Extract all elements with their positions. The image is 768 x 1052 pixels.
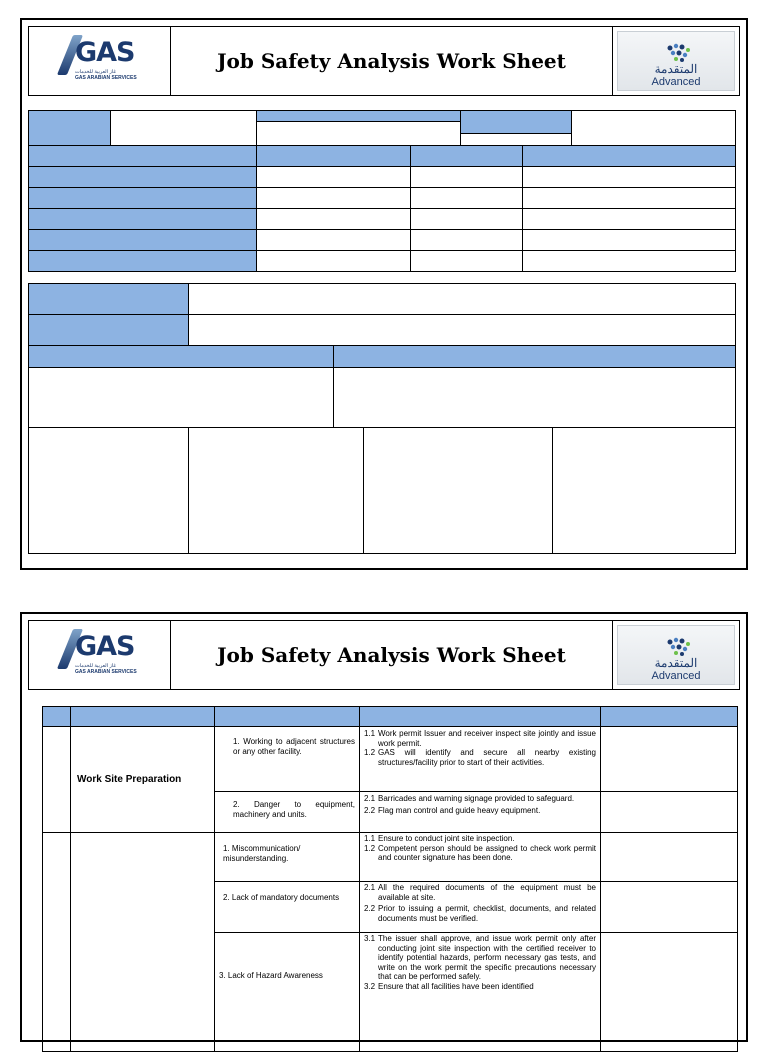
signature-box-1[interactable] — [28, 427, 189, 554]
grid-header-col-3 — [410, 145, 523, 167]
control-text: GAS will identify and secure all nearby existing structures/facility prior to start of their activities. — [378, 748, 596, 767]
gas-logo-arabic: غاز العربية للخدمات — [75, 663, 116, 669]
detail-label-1 — [28, 283, 189, 315]
detail-header-left — [28, 345, 334, 368]
grid-row-cell[interactable] — [410, 250, 523, 272]
gas-logo-english: GAS ARABIAN SERVICES — [75, 669, 137, 675]
table-row-no — [42, 726, 71, 833]
hazard-text: 1. Miscommunication/ misunderstanding. — [223, 844, 301, 863]
grid-row-label — [28, 166, 257, 188]
table-row-no — [42, 832, 71, 1052]
page-title: Job Safety Analysis Work Sheet — [217, 643, 566, 667]
detail-label-2 — [28, 314, 189, 346]
detail-value-1[interactable] — [188, 283, 736, 315]
hazard-text: 1. Working to adjacent structures or any other facility. — [233, 737, 355, 756]
control-number: 1.2 — [364, 843, 376, 853]
grid-row-cell[interactable] — [410, 166, 523, 188]
advanced-logo-arabic: المتقدمة — [654, 62, 698, 76]
hazard-cell — [214, 832, 360, 882]
grid-header-col-4 — [522, 145, 736, 167]
grid-row-cell[interactable] — [522, 208, 736, 230]
control-item — [364, 904, 596, 923]
control-number: 3.1 — [364, 934, 376, 943]
control-number: 2.1 — [364, 794, 376, 803]
grid-row-cell[interactable] — [522, 250, 736, 272]
control-item — [364, 794, 596, 804]
responsible-cell — [600, 791, 738, 833]
control-item — [364, 844, 596, 863]
hazard-text: 2. Lack of mandatory documents — [223, 893, 340, 902]
hazard-header-control — [359, 706, 601, 727]
control-text: The issuer shall approve, and issue work permit only after conducting joint site inspection with the certified receiver to identify potential hazards, perform necessary gas tests, and write on the work permit the specific precautions necessary that can be performed safely. — [378, 934, 596, 981]
gas-logo-text: GAS — [75, 37, 135, 68]
signature-box-4[interactable] — [552, 427, 736, 554]
advanced-logo-english: Advanced — [651, 76, 701, 88]
control-text: Prior to issuing a permit, checklist, documents, and related documents must be verified. — [378, 904, 596, 923]
grid-row-cell[interactable] — [522, 166, 736, 188]
info-label-cell-1 — [28, 110, 111, 146]
grid-row-cell[interactable] — [410, 208, 523, 230]
control-number: 2.2 — [364, 904, 376, 913]
control-item — [364, 806, 596, 816]
gas-logo-subtitle — [75, 69, 155, 81]
advanced-logo-box — [617, 625, 735, 685]
control-text: Ensure that all facilities have been identified — [378, 981, 534, 991]
worksheet-page-1 — [20, 18, 748, 570]
control-number: 1.2 — [364, 748, 376, 757]
grid-row-label — [28, 229, 257, 251]
grid-row-label — [28, 250, 257, 272]
info-label-cell-3 — [460, 110, 572, 134]
grid-row-cell[interactable] — [522, 229, 736, 251]
control-cell — [359, 881, 601, 933]
grid-header-col-2 — [256, 145, 411, 167]
control-text: Work permit Issuer and receiver inspect site jointly and issue work permit. — [378, 729, 596, 748]
control-number: 2.2 — [364, 805, 376, 815]
advanced-logo-box — [617, 31, 735, 91]
hazard-text: 2. Danger to equipment, machinery and units. — [233, 800, 355, 819]
detail-value-2[interactable] — [188, 314, 736, 346]
control-cell — [359, 932, 601, 1052]
grid-row-cell[interactable] — [256, 208, 411, 230]
info-value-cell-3[interactable] — [571, 110, 736, 146]
detail-header-right — [333, 345, 736, 368]
control-text: Barricades and warning signage provided to safeguard. — [378, 794, 575, 803]
detail-body-right[interactable] — [333, 367, 736, 428]
control-text: Competent person should be assigned to check work permit and counter signature has been done. — [378, 843, 596, 862]
step-label: Work Site Preparation — [77, 774, 182, 785]
grid-row-cell[interactable] — [256, 250, 411, 272]
control-cell — [359, 832, 601, 882]
gas-logo-text: GAS — [75, 631, 135, 662]
advanced-logo-arabic: المتقدمة — [654, 656, 698, 670]
hazard-cell — [214, 881, 360, 933]
responsible-cell — [600, 832, 738, 882]
control-number: 2.1 — [364, 883, 376, 892]
grid-row-cell[interactable] — [256, 229, 411, 251]
advanced-logo — [612, 27, 739, 95]
grid-header-col-1 — [28, 145, 257, 167]
worksheet-page-2 — [20, 612, 748, 1042]
responsible-cell — [600, 932, 738, 1052]
grid-row-cell[interactable] — [256, 166, 411, 188]
info-value-cell-2[interactable] — [256, 121, 461, 146]
hazard-cell — [214, 791, 360, 833]
grid-row-cell[interactable] — [410, 229, 523, 251]
page-2-header — [28, 620, 740, 690]
control-number: 3.2 — [364, 981, 376, 991]
grid-row-label — [28, 208, 257, 230]
hazard-cell — [214, 726, 360, 792]
hazard-cell — [214, 932, 360, 1052]
grid-row-cell[interactable] — [522, 187, 736, 209]
grid-row-cell[interactable] — [410, 187, 523, 209]
control-item — [364, 934, 596, 982]
signature-box-3[interactable] — [363, 427, 553, 554]
control-item — [364, 834, 596, 844]
hazard-header-step — [70, 706, 215, 727]
control-item — [364, 883, 596, 902]
table-row-step — [70, 726, 215, 833]
gas-logo-subtitle — [75, 663, 155, 675]
gas-logo — [29, 27, 171, 95]
control-item — [364, 748, 596, 767]
page-1-inner — [28, 26, 740, 562]
advanced-dots-icon — [664, 42, 694, 64]
control-text: All the required documents of the equipment must be available at site. — [378, 883, 596, 902]
gas-logo-english: GAS ARABIAN SERVICES — [75, 75, 137, 81]
gas-logo — [29, 621, 171, 689]
control-cell — [359, 791, 601, 833]
responsible-cell — [600, 881, 738, 933]
gas-logo-arabic: غاز العربية للخدمات — [75, 69, 116, 75]
control-item — [364, 729, 596, 748]
page-title: Job Safety Analysis Work Sheet — [217, 49, 566, 73]
control-cell — [359, 726, 601, 792]
hazard-header-hazard — [214, 706, 360, 727]
advanced-logo — [612, 621, 739, 689]
signature-box-2[interactable] — [188, 427, 364, 554]
control-number: 1.1 — [364, 834, 376, 843]
page-2-inner — [28, 620, 740, 1034]
page-1-header — [28, 26, 740, 96]
control-number: 1.1 — [364, 729, 376, 738]
hazard-header-responsible — [600, 706, 738, 727]
grid-row-label — [28, 187, 257, 209]
advanced-dots-icon — [664, 636, 694, 658]
control-text: Flag man control and guide heavy equipment. — [378, 805, 541, 815]
hazard-text: 3. Lack of Hazard Awareness — [219, 971, 323, 980]
detail-body-left[interactable] — [28, 367, 334, 428]
control-text: Ensure to conduct joint site inspection. — [378, 834, 515, 843]
hazard-header-no — [42, 706, 71, 727]
info-value-cell-1[interactable] — [110, 110, 257, 146]
grid-row-cell[interactable] — [256, 187, 411, 209]
table-row-step — [70, 832, 215, 1052]
advanced-logo-english: Advanced — [651, 670, 701, 682]
control-item — [364, 982, 596, 992]
responsible-cell — [600, 726, 738, 792]
